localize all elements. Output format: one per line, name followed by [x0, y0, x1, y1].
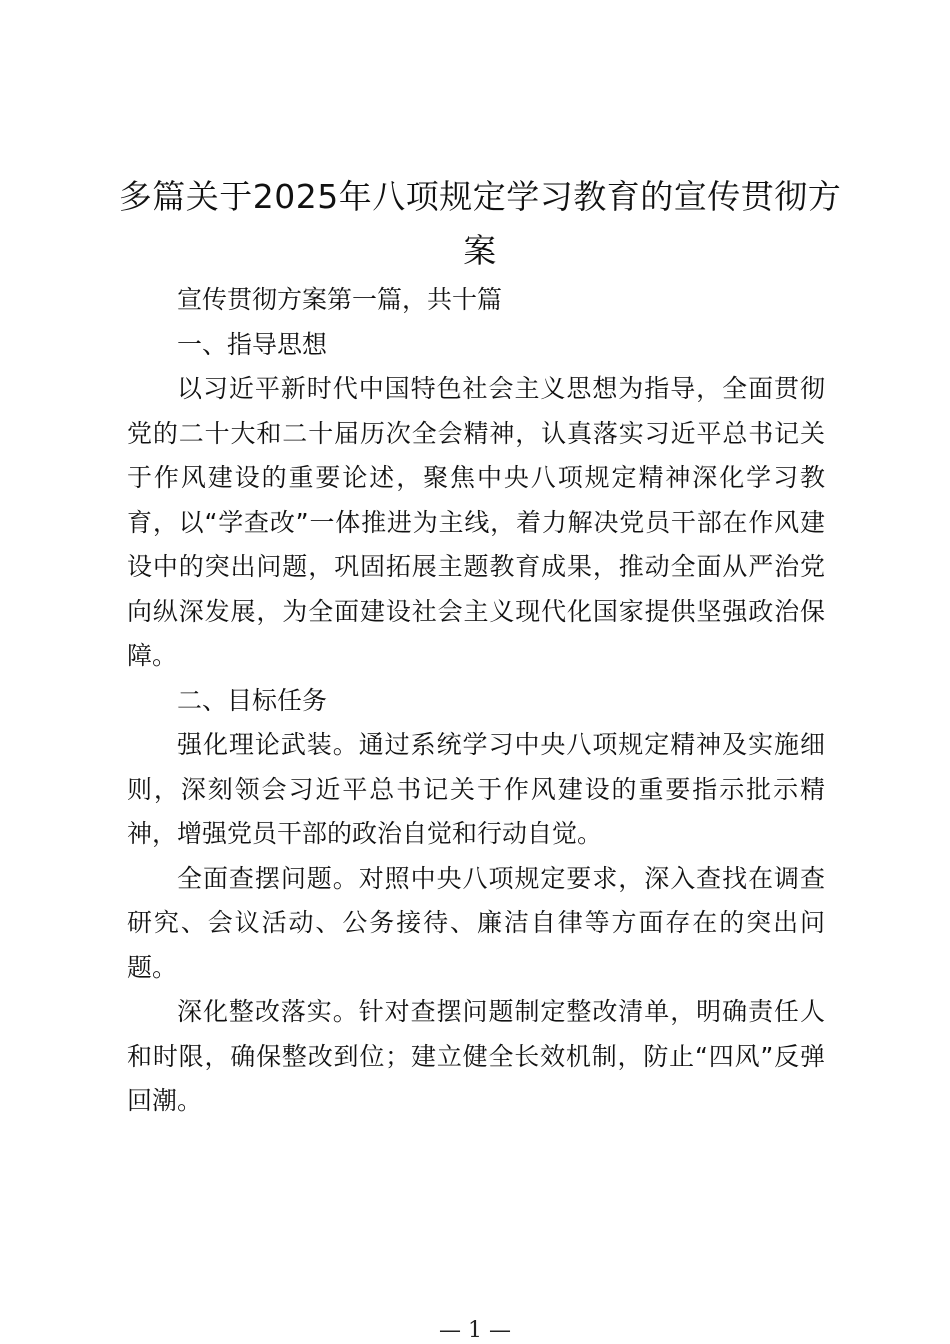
series-note: 宣传贯彻方案第一篇，共十篇 — [177, 285, 503, 314]
section-heading-guiding-thought: 一、指导思想 — [177, 329, 328, 359]
document-body — [127, 278, 825, 1124]
paragraph-find-problems: 全面查摆问题。对照中央八项规定要求，深入查找在调查研究、会议活动、公务接待、廉洁自律等方面存在的突出问题。 — [127, 863, 825, 982]
paragraph-rectification: 深化整改落实。针对查摆问题制定整改清单，明确责任人和时限，确保整改到位；建立健全长效机制，防止“四风”反弹回潮。 — [127, 997, 825, 1115]
paragraph-theory-study: 强化理论武装。通过系统学习中央八项规定精神及实施细则，深刻领会习近平总书记关于作风建设的重要指示批示精神，增强党员干部的政治自觉和行动自觉。 — [127, 730, 825, 848]
page-number: — 1 — — [439, 1318, 511, 1343]
document-title: 多篇关于2025年八项规定学习教育的宣传贯彻方案 — [118, 177, 842, 270]
paragraph-guiding-thought: 以习近平新时代中国特色社会主义思想为指导，全面贯彻党的二十大和二十届历次全会精神，认真落实习近平总书记关于作风建设的重要论述，聚焦中央八项规定精神深化学习教育，以“学查改”一体推进为主线，着力解决党员干部在作风建设中的突出问题，巩固拓展主题教育成果，推动全面从严治党向纵深发展，为全面建设社会主义现代化国家提供坚强政治保障。 — [127, 374, 825, 670]
section-heading-goals-tasks: 二、目标任务 — [177, 685, 328, 715]
